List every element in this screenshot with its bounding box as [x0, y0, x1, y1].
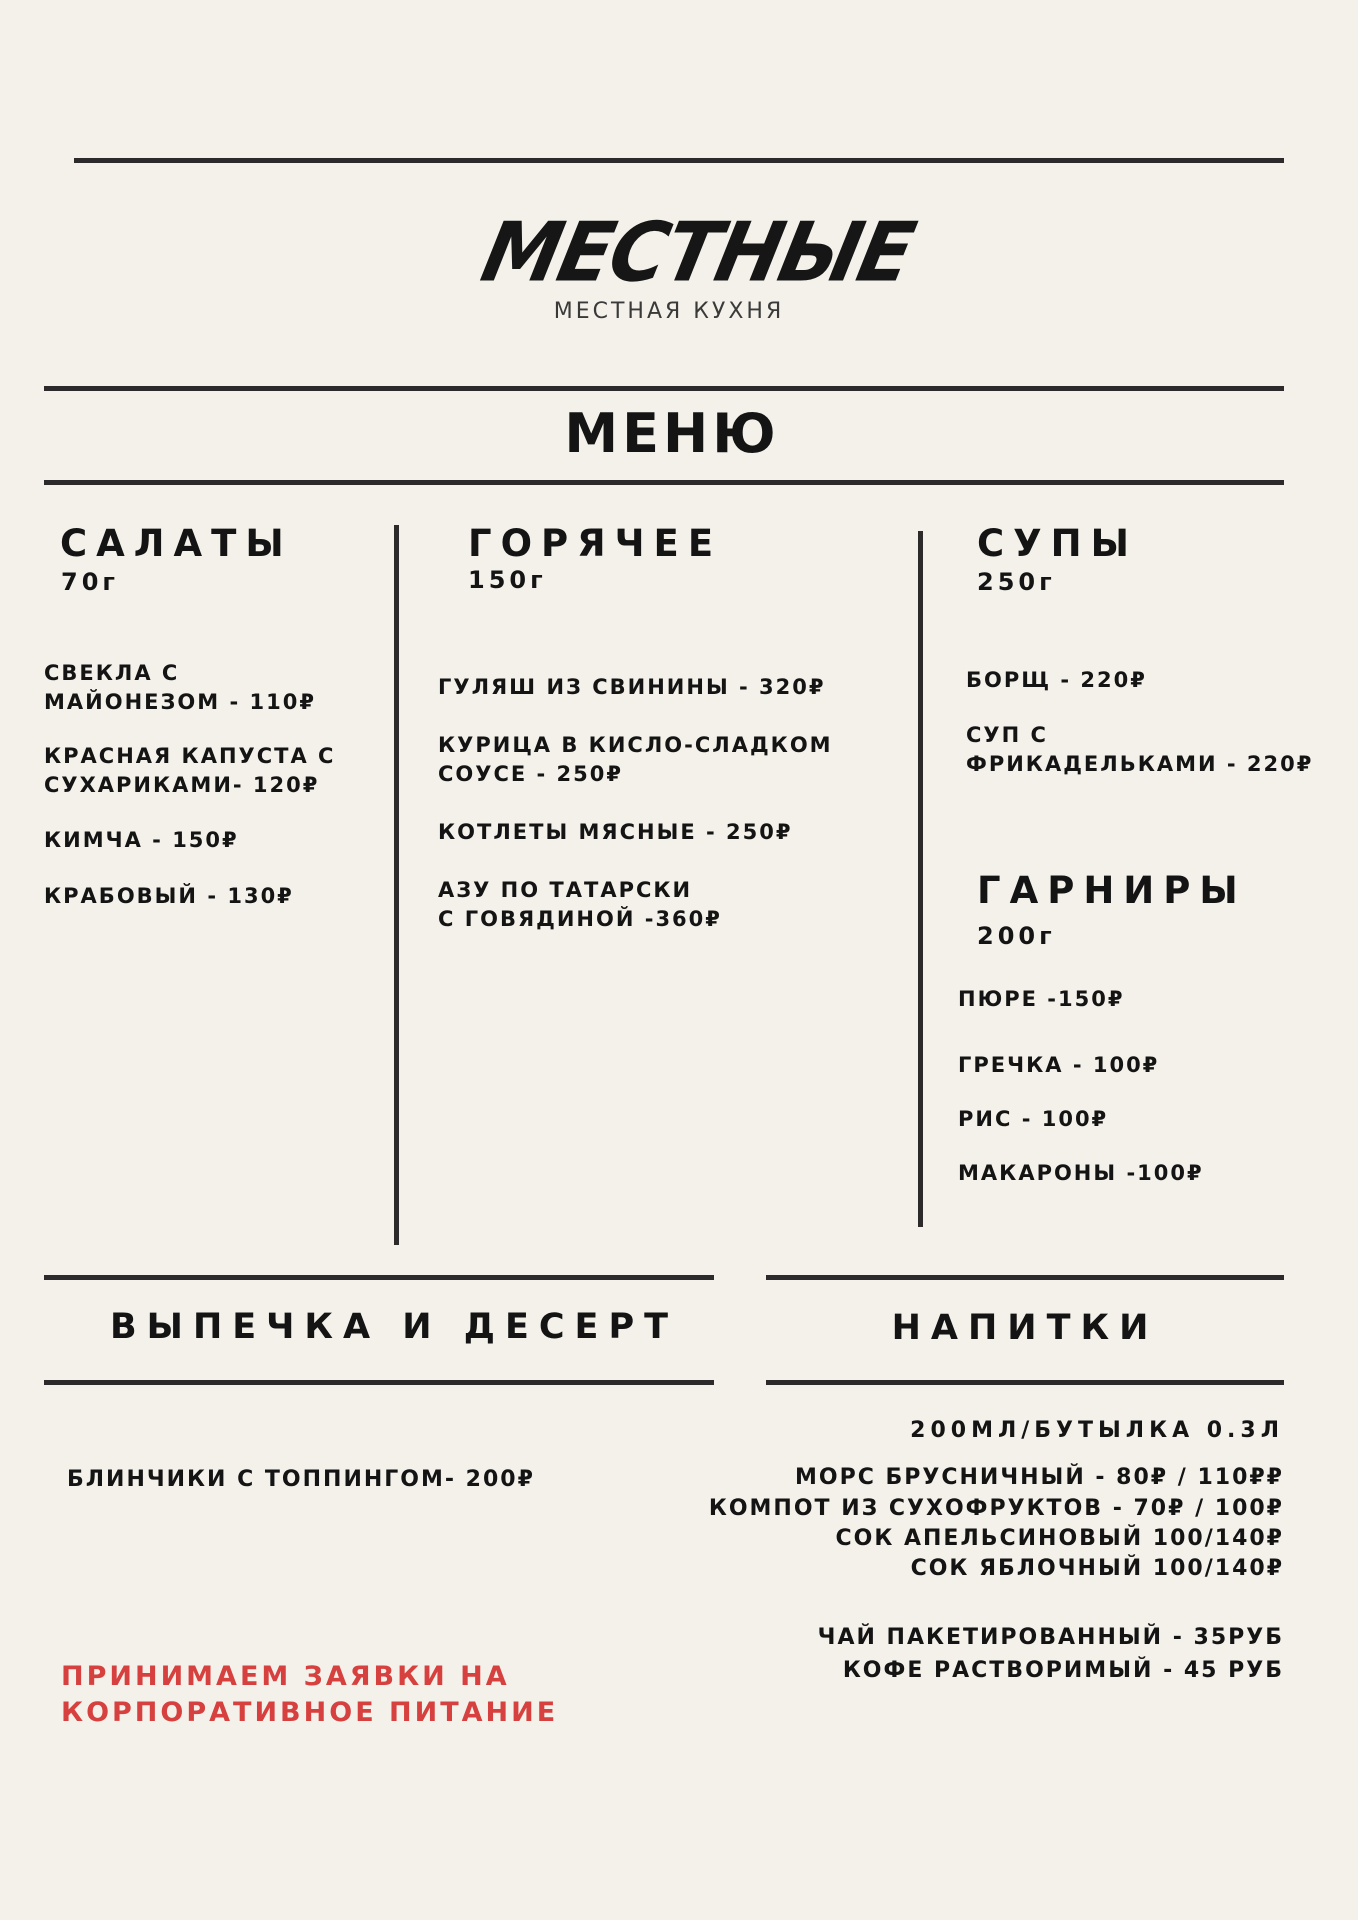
side-item: ГРЕЧКА - 100₽ — [958, 1053, 1160, 1077]
logo — [473, 205, 921, 301]
desserts-bottom-divider — [44, 1380, 714, 1385]
side-item: МАКАРОНЫ -100₽ — [958, 1161, 1204, 1185]
soups-heading: СУПЫ — [977, 522, 1138, 565]
salads-weight: 70г — [61, 568, 119, 596]
hot-item: КОТЛЕТЫ МЯСНЫЕ - 250₽ — [438, 820, 793, 844]
drink-item: МОРС БРУСНИЧНЫЙ - 80₽ / 110₽₽ — [794, 1465, 1284, 1490]
drinks-unit: 200МЛ/БУТЫЛКА 0.3Л — [910, 1418, 1284, 1443]
logo-subtitle: МЕСТНАЯ КУХНЯ — [553, 299, 785, 324]
column-divider-right — [918, 531, 923, 1227]
soup-item: БОРЩ - 220₽ — [966, 668, 1147, 692]
logo-text: МЕСТНЫЕ — [473, 205, 921, 301]
hot-item: АЗУ ПО ТАТАРСКИ С ГОВЯДИНОЙ -360₽ — [438, 878, 722, 931]
salad-item: КИМЧА - 150₽ — [44, 828, 239, 852]
page-title: МЕНЮ — [564, 402, 780, 465]
corporate-catering-notice: ПРИНИМАЕМ ЗАЯВКИ НА КОРПОРАТИВНОЕ ПИТАНИЕ — [61, 1661, 559, 1728]
salads-heading: САЛАТЫ — [60, 522, 293, 565]
desserts-top-divider — [44, 1275, 714, 1280]
soups-weight: 250г — [977, 568, 1056, 596]
drinks-bottom-divider — [766, 1380, 1284, 1385]
drinks-top-divider — [766, 1275, 1284, 1280]
menu-bottom-divider — [44, 480, 1284, 485]
top-divider — [74, 158, 1284, 163]
salad-item: КРАСНАЯ КАПУСТА С СУХАРИКАМИ- 120₽ — [44, 744, 336, 797]
hot-drink-item: ЧАЙ ПАКЕТИРОВАННЫЙ - 35РУБ — [817, 1625, 1284, 1650]
sides-heading: ГАРНИРЫ — [977, 869, 1247, 912]
drink-item: СОК ЯБЛОЧНЫЙ 100/140₽ — [910, 1556, 1284, 1581]
hot-heading: ГОРЯЧЕЕ — [468, 522, 723, 565]
salad-item: СВЕКЛА С МАЙОНЕЗОМ - 110₽ — [44, 661, 316, 714]
drinks-heading: НАПИТКИ — [891, 1308, 1159, 1348]
menu-top-divider — [44, 386, 1284, 391]
column-divider-left — [394, 525, 399, 1245]
side-item: ПЮРЕ -150₽ — [958, 987, 1125, 1011]
desserts-heading: ВЫПЕЧКА И ДЕСЕРТ — [110, 1307, 678, 1347]
dessert-item: БЛИНЧИКИ С ТОППИНГОМ- 200₽ — [67, 1467, 535, 1492]
hot-weight: 150г — [468, 566, 547, 594]
hot-drink-item: КОФЕ РАСТВОРИМЫЙ - 45 РУБ — [842, 1658, 1284, 1683]
soup-item: СУП С ФРИКАДЕЛЬКАМИ - 220₽ — [966, 723, 1314, 776]
hot-item: КУРИЦА В КИСЛО-СЛАДКОМ СОУСЕ - 250₽ — [438, 733, 833, 786]
hot-item: ГУЛЯШ ИЗ СВИНИНЫ - 320₽ — [438, 675, 826, 699]
drink-item: СОК АПЕЛЬСИНОВЫЙ 100/140₽ — [835, 1526, 1284, 1551]
salad-item: КРАБОВЫЙ - 130₽ — [44, 884, 294, 908]
drink-item: КОМПОТ ИЗ СУХОФРУКТОВ - 70₽ / 100₽ — [708, 1496, 1284, 1521]
side-item: РИС - 100₽ — [958, 1107, 1109, 1131]
sides-weight: 200г — [977, 922, 1056, 950]
